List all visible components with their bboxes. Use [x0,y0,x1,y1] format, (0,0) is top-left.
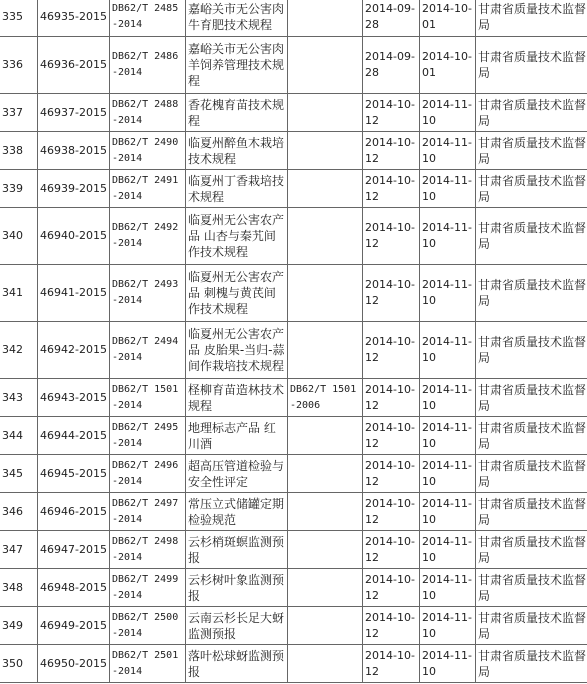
standard-number-cell: DB62/T 2492-2014 [110,208,186,265]
standard-number-cell: DB62/T 2485-2014 [110,0,186,37]
issue-date-cell: 2014-10-12 [363,265,420,322]
standard-number-cell: DB62/T 2497-2014 [110,493,186,531]
issue-date-cell: 2014-09-28 [363,0,420,37]
seq-cell: 335 [0,0,38,37]
replaced-standard-cell [288,0,363,37]
standard-title-cell: 柽柳育苗造林技术规程 [186,379,288,417]
effective-date-cell: 2014-11-10 [420,265,476,322]
table-row [0,569,587,607]
standard-number-cell: DB62/T 2498-2014 [110,531,186,569]
record-number-cell: 46941-2015 [38,265,110,322]
table-row [0,94,587,132]
table-row [0,208,587,265]
standard-title-cell: 香花槐育苗技术规程 [186,94,288,132]
effective-date-cell: 2014-11-10 [420,379,476,417]
issue-date-cell: 2014-10-12 [363,417,420,455]
effective-date-cell: 2014-11-10 [420,531,476,569]
standard-number-cell: DB62/T 2494-2014 [110,322,186,379]
effective-date-cell: 2014-11-10 [420,132,476,170]
seq-cell: 344 [0,417,38,455]
record-number-cell: 46947-2015 [38,531,110,569]
seq-cell: 343 [0,379,38,417]
table-row [0,379,587,417]
issue-date-cell: 2014-10-12 [363,379,420,417]
record-number-cell: 46950-2015 [38,645,110,683]
record-number-cell: 46948-2015 [38,569,110,607]
issuing-department-cell: 甘肃省质量技术监督局 [476,645,587,683]
issue-date-cell: 2014-10-12 [363,94,420,132]
effective-date-cell: 2014-11-10 [420,645,476,683]
issuing-department-cell: 甘肃省质量技术监督局 [476,322,587,379]
issuing-department-cell: 甘肃省质量技术监督局 [476,379,587,417]
effective-date-cell: 2014-11-10 [420,94,476,132]
standard-title-cell: 嘉峪关市无公害肉羊饲养管理技术规程 [186,37,288,94]
effective-date-cell: 2014-11-10 [420,208,476,265]
seq-cell: 340 [0,208,38,265]
standard-title-cell: 云杉树叶象监测预报 [186,569,288,607]
replaced-standard-cell [288,37,363,94]
seq-cell: 341 [0,265,38,322]
issue-date-cell: 2014-10-12 [363,322,420,379]
record-number-cell: 46939-2015 [38,170,110,208]
standard-title-cell: 落叶松球蚜监测预报 [186,645,288,683]
table-row [0,170,587,208]
replaced-standard-cell [288,531,363,569]
issuing-department-cell: 甘肃省质量技术监督局 [476,493,587,531]
issuing-department-cell: 甘肃省质量技术监督局 [476,132,587,170]
replaced-standard-cell [288,417,363,455]
record-number-cell: 46940-2015 [38,208,110,265]
table-row [0,265,587,322]
seq-cell: 345 [0,455,38,493]
effective-date-cell: 2014-11-10 [420,170,476,208]
issuing-department-cell: 甘肃省质量技术监督局 [476,265,587,322]
issuing-department-cell: 甘肃省质量技术监督局 [476,208,587,265]
standard-number-cell: DB62/T 2486-2014 [110,37,186,94]
standard-title-cell: 临夏州丁香栽培技术规程 [186,170,288,208]
standard-title-cell: 临夏州无公害农产品 刺槐与黄芪间作技术规程 [186,265,288,322]
standard-number-cell: DB62/T 2501-2014 [110,645,186,683]
standard-number-cell: DB62/T 2493-2014 [110,265,186,322]
record-number-cell: 46937-2015 [38,94,110,132]
standard-title-cell: 常压立式储罐定期检验规范 [186,493,288,531]
standard-number-cell: DB62/T 2499-2014 [110,569,186,607]
issue-date-cell: 2014-10-12 [363,531,420,569]
issuing-department-cell: 甘肃省质量技术监督局 [476,417,587,455]
effective-date-cell: 2014-11-10 [420,493,476,531]
effective-date-cell: 2014-10-01 [420,0,476,37]
issue-date-cell: 2014-09-28 [363,37,420,94]
table-row [0,322,587,379]
replaced-standard-cell: DB62/T 1501-2006 [288,379,363,417]
standard-title-cell: 云杉梢斑螟监测预报 [186,531,288,569]
standard-number-cell: DB62/T 2500-2014 [110,607,186,645]
issue-date-cell: 2014-10-12 [363,208,420,265]
issuing-department-cell: 甘肃省质量技术监督局 [476,37,587,94]
replaced-standard-cell [288,607,363,645]
table-row [0,132,587,170]
issuing-department-cell: 甘肃省质量技术监督局 [476,569,587,607]
record-number-cell: 46949-2015 [38,607,110,645]
effective-date-cell: 2014-10-01 [420,37,476,94]
table-row [0,493,587,531]
table-row [0,0,587,37]
issuing-department-cell: 甘肃省质量技术监督局 [476,531,587,569]
record-number-cell: 46944-2015 [38,417,110,455]
record-number-cell: 46946-2015 [38,493,110,531]
issuing-department-cell: 甘肃省质量技术监督局 [476,0,587,37]
replaced-standard-cell [288,455,363,493]
standard-number-cell: DB62/T 2490-2014 [110,132,186,170]
table-row [0,607,587,645]
replaced-standard-cell [288,208,363,265]
standard-number-cell: DB62/T 1501-2014 [110,379,186,417]
standard-title-cell: 临夏州无公害农产品 山杏与秦艽间作技术规程 [186,208,288,265]
issue-date-cell: 2014-10-12 [363,645,420,683]
seq-cell: 342 [0,322,38,379]
issue-date-cell: 2014-10-12 [363,569,420,607]
effective-date-cell: 2014-11-10 [420,322,476,379]
issue-date-cell: 2014-10-12 [363,455,420,493]
seq-cell: 346 [0,493,38,531]
record-number-cell: 46936-2015 [38,37,110,94]
standard-title-cell: 临夏州醉鱼木栽培技术规程 [186,132,288,170]
standard-title-cell: 临夏州无公害农产品 皮胎果-当归-蒜间作栽培技术规程 [186,322,288,379]
issue-date-cell: 2014-10-12 [363,170,420,208]
record-number-cell: 46945-2015 [38,455,110,493]
issue-date-cell: 2014-10-12 [363,132,420,170]
seq-cell: 348 [0,569,38,607]
issuing-department-cell: 甘肃省质量技术监督局 [476,94,587,132]
effective-date-cell: 2014-11-10 [420,569,476,607]
standard-number-cell: DB62/T 2496-2014 [110,455,186,493]
issuing-department-cell: 甘肃省质量技术监督局 [476,607,587,645]
seq-cell: 336 [0,37,38,94]
seq-cell: 337 [0,94,38,132]
effective-date-cell: 2014-11-10 [420,455,476,493]
replaced-standard-cell [288,170,363,208]
standard-title-cell: 地理标志产品 红川酒 [186,417,288,455]
issue-date-cell: 2014-10-12 [363,607,420,645]
record-number-cell: 46938-2015 [38,132,110,170]
issue-date-cell: 2014-10-12 [363,493,420,531]
replaced-standard-cell [288,322,363,379]
effective-date-cell: 2014-11-10 [420,607,476,645]
seq-cell: 350 [0,645,38,683]
standard-number-cell: DB62/T 2488-2014 [110,94,186,132]
replaced-standard-cell [288,569,363,607]
replaced-standard-cell [288,132,363,170]
table-row [0,455,587,493]
seq-cell: 338 [0,132,38,170]
table-row [0,531,587,569]
standard-title-cell: 云南云杉长足大蚜监测预报 [186,607,288,645]
standard-title-cell: 嘉峪关市无公害肉牛育肥技术规程 [186,0,288,37]
seq-cell: 339 [0,170,38,208]
replaced-standard-cell [288,265,363,322]
record-number-cell: 46935-2015 [38,0,110,37]
seq-cell: 347 [0,531,38,569]
replaced-standard-cell [288,645,363,683]
issuing-department-cell: 甘肃省质量技术监督局 [476,455,587,493]
table-row [0,417,587,455]
standard-number-cell: DB62/T 2491-2014 [110,170,186,208]
record-number-cell: 46942-2015 [38,322,110,379]
effective-date-cell: 2014-11-10 [420,417,476,455]
record-number-cell: 46943-2015 [38,379,110,417]
replaced-standard-cell [288,493,363,531]
standard-number-cell: DB62/T 2495-2014 [110,417,186,455]
table-row [0,37,587,94]
standard-title-cell: 超高压管道检验与安全性评定 [186,455,288,493]
table-row [0,645,587,683]
seq-cell: 349 [0,607,38,645]
replaced-standard-cell [288,94,363,132]
issuing-department-cell: 甘肃省质量技术监督局 [476,170,587,208]
